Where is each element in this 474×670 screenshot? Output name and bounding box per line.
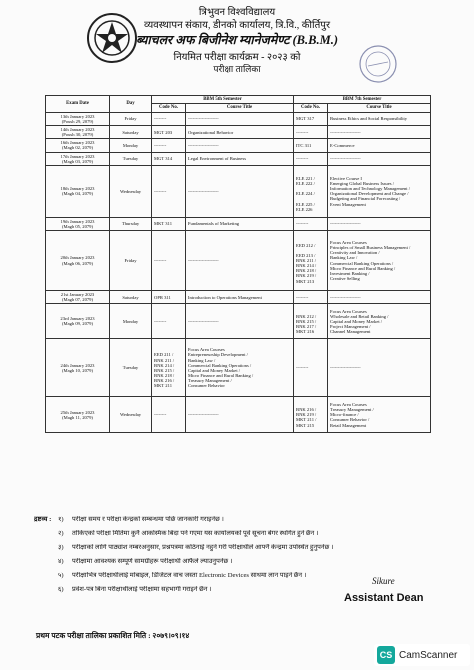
table-row [46, 304, 431, 339]
note-item [34, 558, 454, 572]
sem7-course-cell [328, 231, 431, 291]
date-cell-text: (Magh 04, 2079) [61, 191, 93, 197]
date-cell [46, 304, 110, 339]
table-row [46, 139, 431, 152]
day-cell [110, 165, 152, 217]
note-text: परीक्षाको लागि पाठ्यांश नम्बरअनुसार, प्रश्नपत्रमा कठिनाई नहुने गरी परीक्षार्थीले आफ्नै केन्द्रमा उपस्थित हुनुपर्नेछ । [72, 544, 334, 551]
note-number: १) [58, 516, 64, 523]
sem7-code-cell [294, 165, 328, 217]
sem7-course-cell-text: Focus Area Courses Treasury Management / Micro-finance / Consumer Behavior / Retail Management [330, 402, 374, 428]
date-cell-text: (Magh 03, 2079) [61, 158, 93, 164]
sem5-code-cell [152, 217, 186, 230]
notes-prefix: द्रष्टव्य : [34, 516, 52, 523]
table-body [46, 112, 431, 433]
date-cell-text: (Magh 02, 2079) [61, 145, 93, 151]
date-cell [46, 152, 110, 165]
sem7-code-cell-text: ITC 311 [296, 142, 312, 148]
header-sem5: BBM 5th Semester [152, 96, 294, 104]
date-cell-text: (Magh 06, 2079) [61, 260, 93, 266]
day-cell-text: Friday [124, 258, 137, 264]
header-course-sem7: Course Title [328, 104, 431, 112]
sem7-code-cell-text: EED 212 / EED 213 / BNK 211 / BNK 214 / BNK 218 / BNK 219 / MKT 213 [296, 242, 317, 284]
table-row [46, 165, 431, 217]
date-cell-text: (Magh 07, 2079) [61, 297, 93, 303]
sem5-course-cell [186, 217, 294, 230]
sem5-code-cell-text: -------- [154, 318, 167, 324]
table-row [46, 339, 431, 397]
date-cell-text: (Magh 09, 2079) [61, 321, 93, 327]
signatory-title: Assistant Dean [344, 592, 424, 604]
table-row [46, 126, 431, 139]
header-sem7: BBM 7th Semester [294, 96, 431, 104]
sem5-course-cell-text: -------------------- [188, 318, 219, 324]
sem5-code-cell-text: -------- [154, 142, 167, 148]
sem7-code-cell-text: -------- [296, 156, 309, 162]
day-cell-text: Monday [122, 318, 139, 324]
day-cell-text: Friday [124, 116, 137, 122]
day-cell-text: Wednesday [119, 412, 142, 418]
sem5-course-cell [186, 139, 294, 152]
sem5-course-cell-text: Legal Environment of Business [188, 156, 247, 162]
day-cell [110, 112, 152, 125]
day-cell [110, 339, 152, 397]
sem7-course-cell [328, 291, 431, 304]
date-cell-text: (Magh 11, 2079) [62, 414, 93, 420]
sem7-code-cell [294, 112, 328, 125]
sem5-course-cell-text: -------------------- [188, 258, 219, 264]
note-number: ६) [58, 586, 64, 593]
faculty-office: व्यवस्थापन संकाय, डीनको कार्यालय, त्रि.वि., कीर्तिपुर [143, 20, 331, 31]
date-cell-text: 24th January 2023 [60, 362, 95, 368]
sem5-code-cell [152, 112, 186, 125]
sem5-code-cell-text: MKT 311 [154, 221, 172, 227]
sem7-code-cell [294, 152, 328, 165]
date-cell [46, 291, 110, 304]
sem5-course-cell [186, 165, 294, 217]
day-cell-text: Thursday [121, 221, 140, 227]
sem7-code-cell [294, 231, 328, 291]
schedule-title: परीक्षा तालिका [213, 64, 261, 74]
exam-schedule-table [45, 95, 431, 433]
note-text: प्रवेश-पत्र बिना परीक्षार्थीलाई परीक्षामा सहभागी गराइने छैन । [72, 586, 212, 593]
sem5-code-cell-text: -------- [154, 116, 167, 122]
sem5-course-cell [186, 152, 294, 165]
note-text: परीक्षा समय र परीक्षा केन्द्रको सम्बन्धमा पछि जानकारी गराइनेछ । [72, 516, 224, 523]
camscanner-watermark [374, 644, 470, 666]
publication-date: प्रथम पटक परीक्षा तालिका प्रकाशित मिति : २०७९।०९।१४ [36, 631, 190, 640]
sem5-course-cell-text: Organizational Behavior [188, 129, 234, 135]
notes-section [34, 516, 454, 600]
date-cell [46, 231, 110, 291]
note-number: २) [58, 530, 64, 537]
table-row [46, 231, 431, 291]
sem5-code-cell-text: MGT 203 [154, 129, 173, 135]
sem7-code-cell-text: -------- [296, 129, 309, 135]
table-header-row [46, 96, 431, 104]
note-item [34, 544, 454, 558]
sem7-course-cell [328, 165, 431, 217]
sem7-code-cell-text: -------- [296, 294, 309, 300]
header-exam-date: Exam Date [46, 96, 110, 113]
sem5-course-cell [186, 291, 294, 304]
sem7-code-cell-text: MGT 317 [296, 116, 315, 122]
sem7-course-cell [328, 217, 431, 230]
sem5-course-cell [186, 126, 294, 139]
date-cell [46, 165, 110, 217]
sem5-code-cell [152, 231, 186, 291]
sem5-course-cell-text: -------------------- [188, 412, 219, 418]
sem7-code-cell [294, 217, 328, 230]
sem7-code-cell [294, 339, 328, 397]
sem5-code-cell-text: OPR 311 [154, 294, 171, 300]
camscanner-icon: CS [377, 646, 395, 664]
sem7-course-cell-text: -------------------- [330, 294, 361, 300]
date-cell-text: (Magh 10, 2079) [61, 367, 93, 373]
sem5-course-cell [186, 397, 294, 433]
date-cell [46, 112, 110, 125]
note-text: तोकिएको परीक्षा मितिमा कुनै आकस्मिक बिदा पर्न गएमा यस कार्यालयको पूर्व सूचना बेगर स्थगित हुने छैन । [72, 530, 319, 537]
sem5-code-cell [152, 126, 186, 139]
note-text: परीक्षामा आवश्यक सम्पूर्ण सामग्रीहरू परीक्षार्थी आफैले ल्याउनुपर्नेछ । [72, 558, 233, 565]
day-cell [110, 217, 152, 230]
sem5-course-cell [186, 112, 294, 125]
camscanner-label: CamScanner [399, 649, 458, 661]
date-cell [46, 397, 110, 433]
header-code-sem5: Code No. [152, 104, 186, 112]
sem7-course-cell [328, 397, 431, 433]
day-cell-text: Monday [122, 142, 139, 148]
date-cell [46, 126, 110, 139]
date-cell-text: 21st January 2023 [60, 292, 95, 298]
date-cell-text: 16th January 2023 [60, 140, 95, 146]
day-cell [110, 139, 152, 152]
date-cell-text: 14th January 2023 [60, 127, 95, 132]
program-title: ब्याचलर अफ बिजीनेश म्यानेजमेण्ट (B.B.M.) [135, 33, 339, 47]
sem5-course-cell-text: -------------------- [188, 188, 219, 194]
table-row [46, 291, 431, 304]
sem7-course-cell-text: -------------------- [330, 221, 361, 227]
date-cell-text: 18th January 2023 [60, 186, 95, 192]
sem7-course-cell [328, 304, 431, 339]
date-cell-text: (Poush 29, 2079) [61, 118, 94, 124]
sem7-code-cell [294, 304, 328, 339]
sem5-code-cell [152, 152, 186, 165]
table-row [46, 152, 431, 165]
sem7-code-cell-text: -------- [296, 221, 309, 227]
sem7-course-cell-text: -------------------- [330, 156, 361, 162]
date-cell-text: 13th January 2023 [60, 113, 95, 119]
sem5-code-cell-text: -------- [154, 188, 167, 194]
sem5-code-cell [152, 397, 186, 433]
date-cell-text: (Magh 05, 2079) [61, 223, 93, 229]
sem7-code-cell-text: ELE 221 / ELE 222 / ELE 224 / ELE 225 / ELE 226 [296, 175, 315, 212]
sem7-code-cell [294, 397, 328, 433]
table-row [46, 217, 431, 230]
sem7-code-cell-text: BNK 216 / BNK 219 / MKT 211 / MKT 215 [296, 407, 317, 428]
sem7-course-cell-text: Focus Area Courses Wholesale and Retail Banking / Capital and Money Market / Project Management / Channel Management [330, 308, 389, 335]
date-cell-text: 23rd January 2023 [60, 316, 95, 322]
sem7-course-cell [328, 139, 431, 152]
sem5-code-cell [152, 291, 186, 304]
sem7-code-cell-text: BNK 212 / BNK 215 / BNK 217 / MKT 216 [296, 313, 317, 335]
sem5-code-cell-text: EED 211 / BNK 211 / BNK 214 / BNK 215 / BNK 218 / BNK 216 / MKT 211 [154, 352, 175, 389]
sem7-course-cell-text: E-Commerce [330, 142, 355, 148]
day-cell-text: Saturday [122, 129, 139, 135]
sem5-code-cell [152, 339, 186, 397]
document-header [0, 4, 474, 90]
sem5-course-cell [186, 231, 294, 291]
day-cell-text: Saturday [122, 294, 139, 300]
exam-program-title: नियमित परीक्षा कार्यक्रम - २०२३ को [173, 52, 301, 63]
sem5-course-cell [186, 304, 294, 339]
day-cell-text: Wednesday [119, 188, 142, 194]
day-cell [110, 126, 152, 139]
day-cell [110, 152, 152, 165]
day-cell [110, 291, 152, 304]
sem5-course-cell-text: -------------------- [188, 116, 219, 122]
date-cell-text: 19th January 2023 [60, 218, 95, 224]
sem7-code-cell [294, 126, 328, 139]
sem5-course-cell-text: -------------------- [188, 142, 219, 148]
sem7-course-cell-text: -------------------- [330, 129, 361, 135]
day-cell-text: Tuesday [122, 365, 139, 371]
day-cell [110, 397, 152, 433]
sem7-course-cell-text: Elective Course I Emerging Global Business Issues / Information and Technology Management / Organizational Development and Change / Budgeting and Financial Forecasting / Event Management [330, 175, 410, 207]
sem5-course-cell-text: Focus Area Courses Entrepreneurship Development / Banking Law / Commercial Banking Operations / Capital and Money Market / Micro Finance and Rural Banking / Treasury Management / Consumer Behavior [188, 347, 254, 389]
sem5-course-cell [186, 339, 294, 397]
sem5-code-cell [152, 139, 186, 152]
date-cell-text: (Poush 30, 2079) [61, 132, 94, 138]
sem7-course-cell-text: -------------------- [330, 365, 361, 371]
header-day: Day [110, 96, 152, 113]
date-cell [46, 339, 110, 397]
sem7-course-cell [328, 152, 431, 165]
sem5-code-cell-text: -------- [154, 258, 167, 264]
sem5-code-cell-text: MGT 314 [154, 156, 173, 162]
sem7-code-cell [294, 291, 328, 304]
day-cell-text: Tuesday [122, 156, 139, 162]
sem7-course-cell-text: Business Ethics and Social Responsibility [330, 116, 408, 122]
sem5-code-cell [152, 165, 186, 217]
sem7-code-cell [294, 139, 328, 152]
sem5-code-cell-text: -------- [154, 412, 167, 418]
sem5-course-cell-text: Introduction to Operations Management [188, 294, 262, 300]
table-row [46, 112, 431, 125]
note-number: ४) [58, 558, 64, 565]
note-number: ३) [58, 544, 64, 551]
sem5-code-cell [152, 304, 186, 339]
sem7-course-cell [328, 339, 431, 397]
date-cell-text: 17th January 2023 [60, 153, 95, 159]
date-cell-text: 25th January 2023 [60, 409, 95, 415]
sem7-course-cell [328, 112, 431, 125]
date-cell [46, 139, 110, 152]
day-cell [110, 304, 152, 339]
date-cell [46, 217, 110, 230]
note-number: ५) [58, 572, 64, 579]
note-item [34, 530, 454, 544]
university-name: त्रिभुवन विश्वविद्यालय [198, 7, 276, 18]
sem7-course-cell [328, 126, 431, 139]
note-text: परीक्षाभित्र परीक्षार्थीलाई मोबाइल, डिजिटल वाच जस्ता Electronic Devices साथमा लान पाइने छैन । [72, 572, 307, 579]
sem7-code-cell-text: -------- [296, 365, 309, 371]
header-course-sem5: Course Title [186, 104, 294, 112]
table-row [46, 397, 431, 433]
sem7-course-cell-text: Focus Area Courses Principles of Small Business Management / Creativity and Innovation / Banking Law / Commercial Banking Operations / Micro Finance and Rural Banking / Investment Banking / Creative Selling [330, 240, 411, 282]
day-cell [110, 231, 152, 291]
sem5-course-cell-text: Fundamentals of Marketing [188, 221, 240, 227]
note-item [34, 516, 454, 530]
signature-scribble: Sikure [372, 576, 395, 586]
date-cell-text: 20th January 2023 [60, 255, 95, 261]
header-code-sem7: Code No. [294, 104, 328, 112]
